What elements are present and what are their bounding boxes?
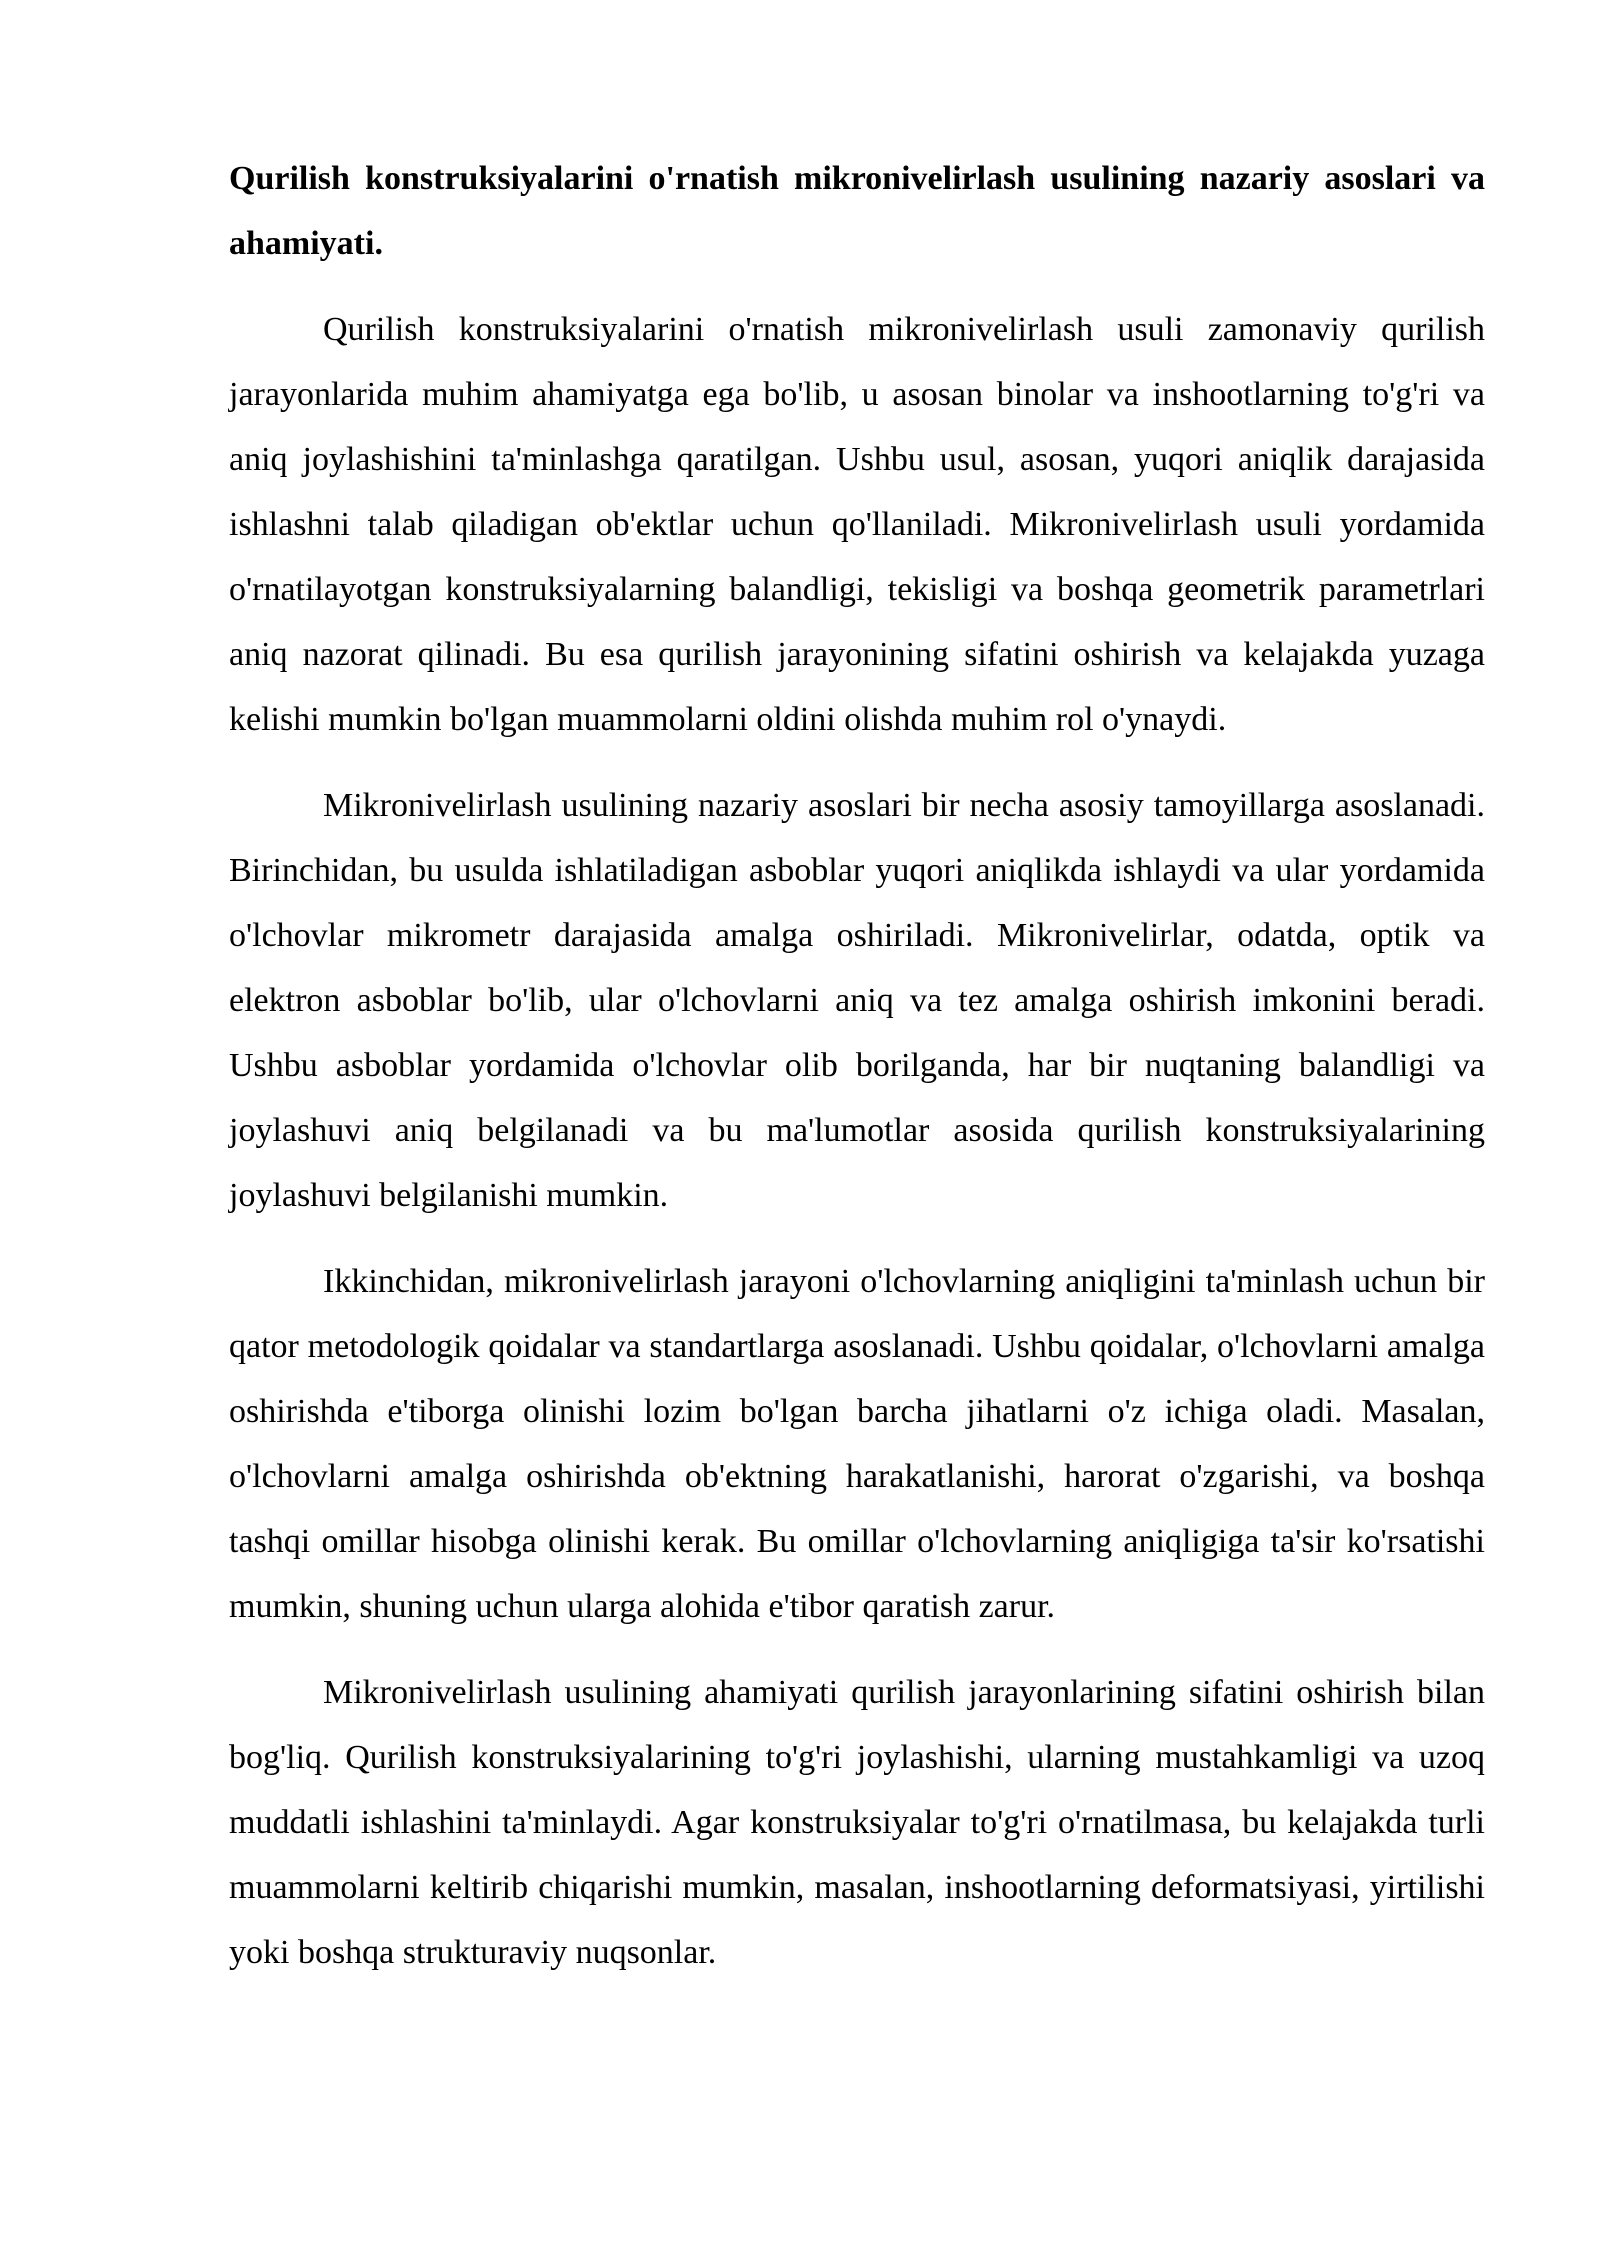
paragraph-1: Qurilish konstruksiyalarini o'rnatish mikronivelirlash usuli zamonaviy qurilish jarayonlarida muhim ahamiyatga ega bo'lib, u asosan binolar va inshootlarning to'g'ri va aniq joylashishini ta'minlashga qaratilgan. Ushbu usul, asosan, yuqori aniqlik darajasida ishlashni talab qiladigan ob'ektlar uchun qo'llaniladi. Mikronivelirlash usuli yordamida o'rnatilayotgan konstruksiyalarning balandligi, tekisligi va boshqa geometrik parametrlari aniq nazorat qilinadi. Bu esa qurilish jarayonining sifatini oshirish va kelajakda yuzaga kelishi mumkin bo'lgan muammolarni oldini olishda muhim rol o'ynaydi. [229,311,1485,738]
paragraph-4: Mikronivelirlash usulining ahamiyati qurilish jarayonlarining sifatini oshirish bilan bog'liq. Qurilish konstruksiyalarining to'g'ri joylashishi, ularning mustahkamligi va uzoq muddatli ishlashini ta'minlaydi. Agar konstruksiyalar to'g'ri o'rnatilmasa, bu kelajakda turli muammolarni keltirib chiqarishi mumkin, masalan, inshootlarning deformatsiyasi, yirtilishi yoki boshqa strukturaviy nuqsonlar. [229,1674,1485,1971]
paragraph-2: Mikronivelirlash usulining nazariy asoslari bir necha asosiy tamoyillarga asoslanadi. Birinchidan, bu usulda ishlatiladigan asboblar yuqori aniqlikda ishlaydi va ular yordamida o'lchovlar mikrometr darajasida amalga oshiriladi. Mikronivelirlar, odatda, optik va elektron asboblar bo'lib, ular o'lchovlarni aniq va tez amalga oshirish imkonini beradi. Ushbu asboblar yordamida o'lchovlar olib borilganda, har bir nuqtaning balandligi va joylashuvi aniq belgilanadi va bu ma'lumotlar asosida qurilish konstruksiyalarining joylashuvi belgilanishi mumkin. [229,787,1485,1214]
document-title: Qurilish konstruksiyalarini o'rnatish mikronivelirlash usulining nazariy asoslari va ahamiyati. [229,160,1485,262]
document-page [229,146,1485,2006]
paragraph-3: Ikkinchidan, mikronivelirlash jarayoni o'lchovlarning aniqligini ta'minlash uchun bir qator metodologik qoidalar va standartlarga asoslanadi. Ushbu qoidalar, o'lchovlarni amalga oshirishda e'tiborga olinishi lozim bo'lgan barcha jihatlarni o'z ichiga oladi. Masalan, o'lchovlarni amalga oshirishda ob'ektning harakatlanishi, harorat o'zgarishi, va boshqa tashqi omillar hisobga olinishi kerak. Bu omillar o'lchovlarning aniqligiga ta'sir ko'rsatishi mumkin, shuning uchun ularga alohida e'tibor qaratish zarur. [229,1263,1485,1625]
